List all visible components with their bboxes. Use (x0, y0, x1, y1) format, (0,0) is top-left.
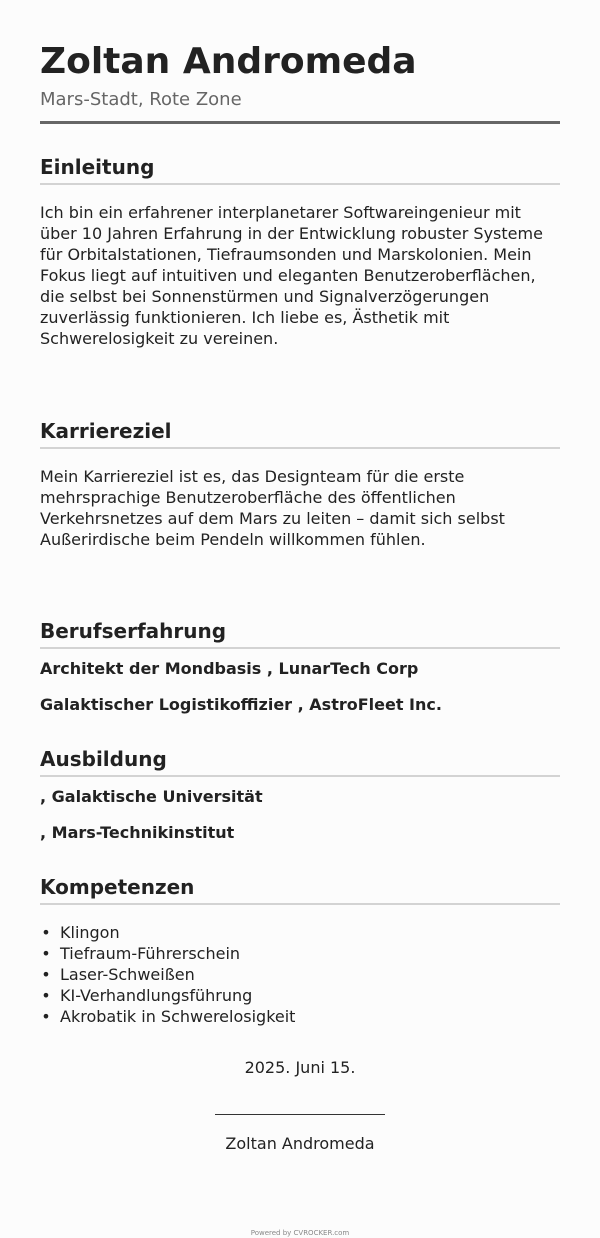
section-divider-intro (40, 183, 560, 185)
bullet-icon: • (41, 944, 51, 963)
skill-item (40, 985, 560, 1006)
skill-item (40, 1006, 560, 1027)
skill-label: Laser-Schweißen (60, 965, 195, 984)
section-divider-goal (40, 447, 560, 449)
section-title-skills: Kompetenzen (40, 875, 195, 899)
section-title-experience: Berufserfahrung (40, 619, 227, 643)
signature-date: 2025. Juni 15. (244, 1058, 356, 1077)
signature-line (215, 1114, 385, 1115)
section-title-education: Ausbildung (40, 747, 167, 771)
section-title-goal: Karriereziel (40, 419, 172, 443)
resume-header (40, 38, 560, 114)
section-divider-experience (40, 647, 560, 649)
skill-item (40, 922, 560, 943)
education-entry: , Galaktische Universität (40, 787, 263, 806)
section-divider-skills (40, 903, 560, 905)
header-divider (40, 121, 560, 124)
education-entry: , Mars-Technikinstitut (40, 823, 235, 842)
candidate-name: Zoltan Andromeda (40, 41, 417, 82)
powered-by-footer: Powered by CVROCKER.com (250, 1229, 350, 1237)
skill-item (40, 943, 560, 964)
skill-label: Akrobatik in Schwerelosigkeit (60, 1007, 296, 1026)
skill-label: KI-Verhandlungsführung (60, 986, 253, 1005)
skill-label: Tiefraum-Führerschein (60, 944, 241, 963)
experience-entry: Galaktischer Logistikoffizier , AstroFleet Inc. (40, 695, 442, 714)
skills-list (40, 922, 560, 1027)
bullet-icon: • (41, 923, 51, 942)
section-title-intro: Einleitung (40, 155, 155, 179)
bullet-icon: • (41, 986, 51, 1005)
candidate-location: Mars-Stadt, Rote Zone (40, 89, 242, 110)
signature-name: Zoltan Andromeda (225, 1134, 375, 1153)
skill-item (40, 964, 560, 985)
bullet-icon: • (41, 965, 51, 984)
goal-text: Mein Karriereziel ist es, das Designteam für die erste mehrsprachige Benutzeroberfläche des öffentlichen Verkehrsnetzes auf dem Mars zu leiten – damit sich selbst Außerirdische beim Pendeln willkommen fühlen. (40, 467, 505, 549)
bullet-icon: • (41, 1007, 51, 1026)
intro-text: Ich bin ein erfahrener interplanetarer Softwareingenieur mit über 10 Jahren Erfahrung in der Entwicklung robuster Systeme für Orbitalstationen, Tiefraumsonden und Marskolonien. Mein Fokus liegt auf intuitiven und eleganten Benutzeroberflächen, die selbst bei Sonnenstürmen und Signalverzögerungen zuverlässig funktionieren. Ich liebe es, Ästhetik mit Schwerelosigkeit zu vereinen. (40, 203, 543, 348)
experience-entry: Architekt der Mondbasis , LunarTech Corp (40, 659, 419, 678)
section-divider-education (40, 775, 560, 777)
skill-label: Klingon (60, 923, 120, 942)
